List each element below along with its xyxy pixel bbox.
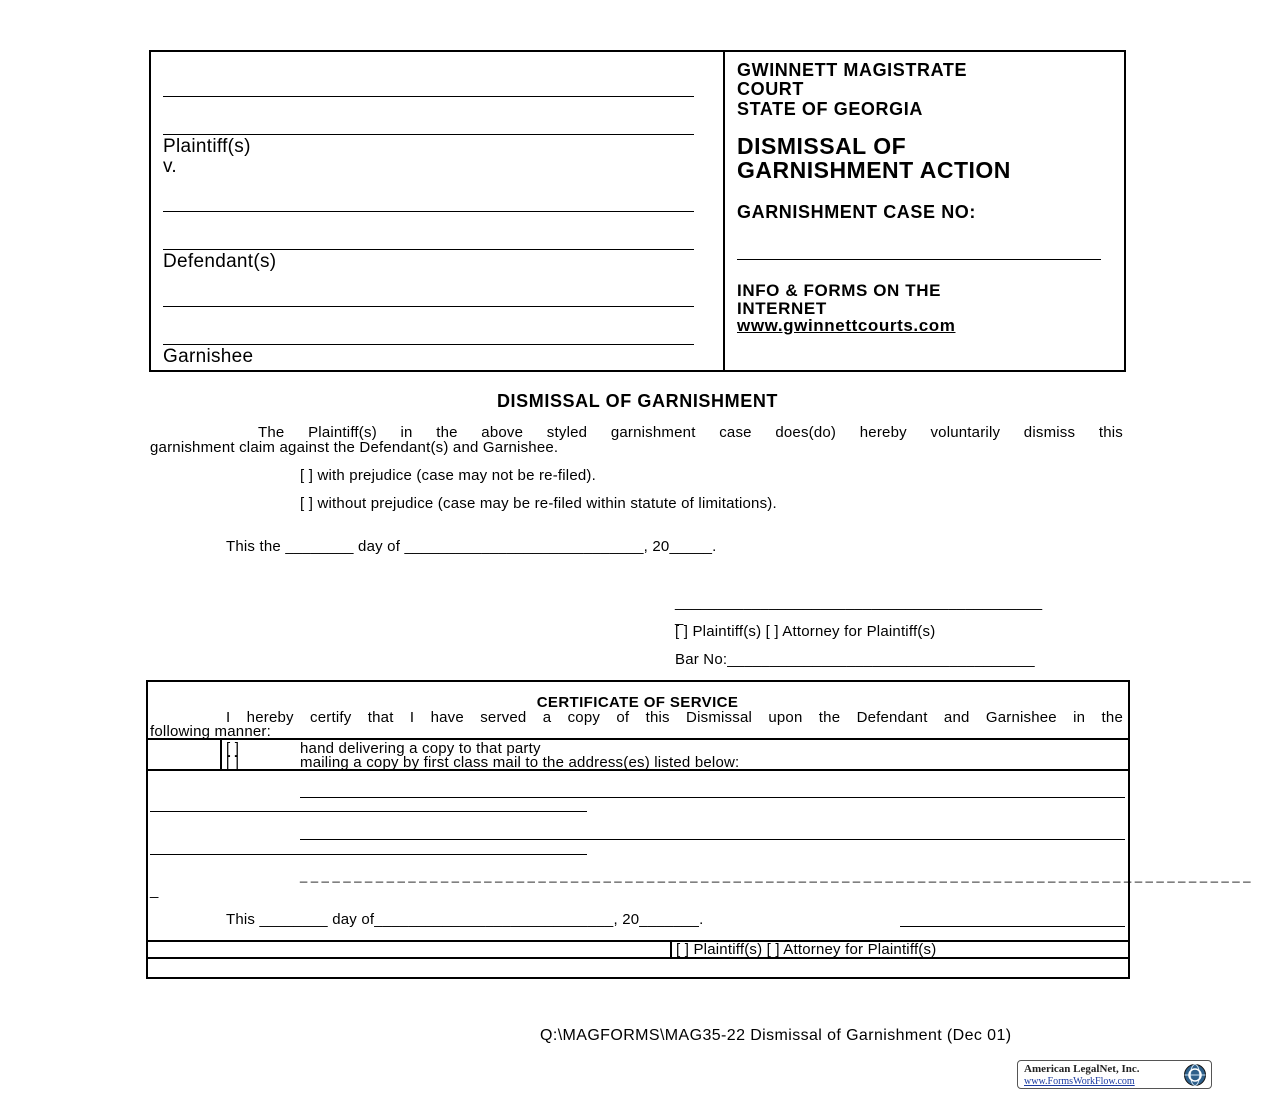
signer-options[interactable]: [ ] Plaintiff(s) [ ] Attorney for Plaintiff(s) [675,623,936,640]
publisher-logo[interactable] [1017,1060,1212,1089]
dismissal-heading: DISMISSAL OF GARNISHMENT [496,391,779,411]
garnishee-name-line-2[interactable] [163,344,694,345]
certificate-signer-bottom-border [146,957,1130,959]
publisher-url[interactable]: www.FormsWorkFlow.com [1024,1076,1135,1087]
case-number-label: GARNISHMENT CASE NO: [737,202,977,222]
without-prejudice-option[interactable]: [ ] without prejudice (case may be re-filed within statute of limitations). [300,495,777,512]
address-short-line-2[interactable] [150,854,587,855]
versus-label: v. [163,156,177,177]
method-row-bottom-border [146,769,1130,771]
certificate-body-line-2: following manner: [150,723,271,740]
garnishee-name-line-1[interactable] [163,306,694,307]
plaintiff-name-line-2[interactable] [163,134,694,135]
hand-delivery-label: hand delivering a copy to that party [300,740,541,757]
form-title-line-2: GARNISHMENT ACTION [737,157,1011,183]
address-short-line-1[interactable] [150,811,587,812]
defendant-name-line-2[interactable] [163,249,694,250]
hand-delivery-checkbox[interactable]: [ ] [226,740,240,757]
address-line-1[interactable] [300,797,1125,798]
form-identifier: Q:\MAGFORMS\MAG35-22 Dismissal of Garnishment (Dec 01) [540,1027,1012,1044]
address-underscore: _ [150,882,159,899]
garnishee-label: Garnishee [163,346,254,367]
defendant-name-line-1[interactable] [163,211,694,212]
signature-underscore: _ [675,609,684,626]
certificate-signature-line[interactable] [900,926,1125,927]
certificate-heading: CERTIFICATE OF SERVICE [536,694,739,711]
mail-delivery-checkbox[interactable]: [ ] [226,754,240,771]
defendant-label: Defendant(s) [163,251,277,272]
dismissal-body-line-2: garnishment claim against the Defendant(s) and Garnishee. [150,439,559,456]
court-name-line-1: GWINNETT MAGISTRATE [737,60,968,80]
form-title-line-1: DISMISSAL OF [737,133,907,159]
method-row-left-border [220,738,222,769]
certificate-body-line-1: I hereby certify that I have served a copy of this Dismissal upon the Defendant and Garnishee in the [226,709,1123,726]
globe-icon [1183,1063,1207,1087]
case-number-line[interactable] [737,259,1101,260]
info-line-2: INTERNET [737,299,827,318]
signature-line[interactable]: ___________________________________________ [675,594,1043,611]
address-line-2[interactable] [300,839,1125,840]
with-prejudice-option[interactable]: [ ] with prejudice (case may not be re-filed). [300,467,596,484]
certificate-signer-options[interactable]: [ ] Plaintiff(s) [ ] Attorney for Plaintiff(s) [676,941,937,958]
certificate-signer-divider [670,940,672,958]
publisher-name: American LegalNet, Inc. [1024,1063,1140,1075]
address-line-3[interactable]: _ _ _ _ _ _ _ _ _ _ _ _ _ _ _ _ _ _ _ _ _ _ _ _ _ _ _ _ _ _ _ _ _ _ _ _ _ _ _ _ _ _ _ _ _ _ _ _ _ _ _ _ _ _ _ _ _ _ _ _ _ _ _ _ _ _ _ _ _ _ _ _ _ _ _ _ _ _ _ _ _ _ _ _ _ _ _ _ [300,868,1251,883]
certificate-short-line [150,941,612,942]
bar-number-field[interactable]: Bar No:____________________________________ [675,651,1035,668]
mail-delivery-label: mailing a copy by first class mail to the address(es) listed below: [300,754,740,771]
dismissal-date-line[interactable]: This the ________ day of ____________________________, 20_____. [226,538,717,555]
plaintiff-label: Plaintiff(s) [163,136,251,157]
dismissal-body-line-1: The Plaintiff(s) in the above styled garnishment case does(do) hereby voluntarily dismiss this [258,424,1123,441]
court-name-line-2: COURT [737,79,804,99]
caption-divider [723,50,725,372]
certificate-date-line[interactable]: This ________ day of____________________________, 20_______. [226,911,704,928]
court-state: STATE OF GEORGIA [737,99,923,119]
method-row-top-border [146,738,1130,740]
info-line-1: INFO & FORMS ON THE [737,281,942,300]
plaintiff-name-line-1[interactable] [163,96,694,97]
court-website-link[interactable]: www.gwinnettcourts.com [737,316,956,335]
